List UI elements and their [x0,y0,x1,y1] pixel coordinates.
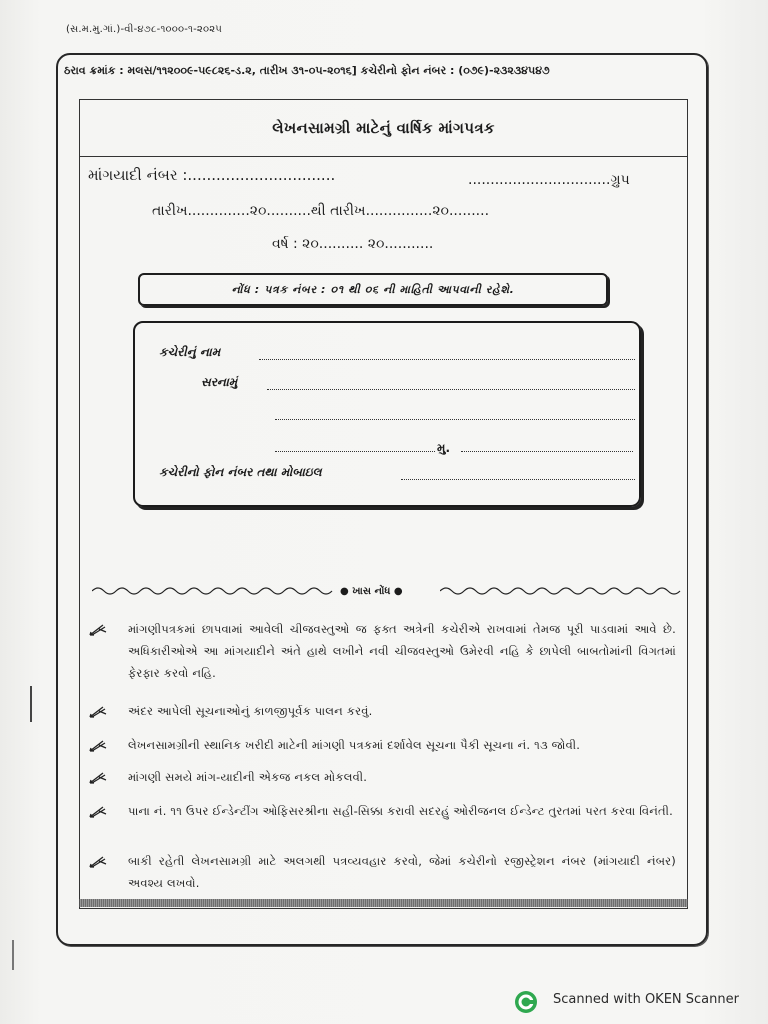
office-name-line [259,359,635,360]
scan-artifact [30,686,32,722]
pen-icon [88,623,108,637]
address-line-1 [267,389,635,390]
pen-icon [88,739,108,753]
address-line-2 [275,419,635,420]
post-office-label: મુ. [437,441,451,455]
list-item-text: માંગણી સમયે માંગ-યાદીની એકજ નકલ મોકલવી. [128,770,368,784]
pen-icon [88,705,108,719]
page-title: લેખનસામગ્રી માટેનું વાર્ષિક માંગપત્રક [272,118,495,137]
list-item-text: અંદર આપેલી સૂચનાઓનું કાળજીપૂર્વક પાલન કરવું. [128,704,373,718]
list-item-text: બાકી રહેતી લેખનસામગ્રી માટે અલગથી પત્રવ્યવહાર કરવો, જેમાં કચેરીનો રજીસ્ટ્રેશન નંબર (માંગયાદી નંબર) અવશ્ય લખવો. [128,854,676,890]
pen-icon [88,855,108,869]
office-name-label: કચેરીનું નામ [159,345,221,359]
special-note-heading: ● ખાસ નોંધ ● [340,586,403,597]
indent-number-field: માંગયાદી નંબર :............................... [88,166,336,184]
pen-icon [88,805,108,819]
date-range-field: તારીખ..............૨૦..........થી તારીખ...............૨૦......... [152,203,490,219]
post-office-line [461,451,633,452]
phone-label: કચેરીનો ફોન નંબર તથા મોબાઇલ [159,465,322,479]
address-line-3 [275,451,435,452]
print-code: (સ.મ.મુ.ગાં.)-વી-૪૭૮-૧૦૦૦-૧-૨૦૨૫ [66,24,223,35]
title-box [79,99,688,157]
list-item-text: લેખનસામગ્રીની સ્થાનિક ખરીદી માટેની માંગણી પત્રકમાં દર્શાવેલ સૂચના પૈકી સૂચના નં. ૧૩ જોવી. [128,738,581,752]
office-details-box [133,321,641,507]
wavy-divider-right [440,583,686,599]
scanner-logo-icon [514,990,538,1014]
list-item-text: માંગણીપત્રકમાં છાપવામાં આવેલી ચીજવસ્તુઓ જ ફક્ત અત્રેની કચેરીએ રાખવામાં તેમજ પૂરી પાડવામાં આવે છે. અધિકારીઓએ આ માંગયાદીને અંતે હાથે લખીને નવી ચીજવસ્તુઓ ઉમેરવી નહિ કે છાપેલી બાબતોમાંની વિગતમાં ફેરફાર કરવો નહિ. [128,622,676,680]
list-item-text: પાના નં. ૧૧ ઉપર ઈન્ડેન્ટીંગ ઓફિસરશ્રીના સહી-સિક્કા કરાવી સદરહું ઓરીજનલ ઈન્ડેન્ટ તુરતમાં પરત કરવા વિનંતી. [128,804,673,818]
note-box [138,273,608,306]
pen-icon [88,771,108,785]
wavy-divider-left [92,583,336,599]
bottom-rule [79,899,688,907]
phone-line [401,479,635,480]
resolution-line: ઠરાવ ક્રમાંક : મલસ/૧૧૨૦૦૯-૫૯૮૨૬-ડ.૨, તારીખ ૩૧-૦૫-૨૦૧૬] કચેરીનો ફોન નંબર : (૦૭૯)-૨૩૨૩૪૫૪૭ [64,64,550,77]
scanner-watermark: Scanned with OKEN Scanner [553,992,739,1007]
address-label: સરનામું [201,375,238,389]
year-field: વર્ષ : ૨૦.......... ૨૦........... [272,236,434,252]
group-field: ................................ગ્રુપ [468,172,630,188]
note-text: નોંધ : પત્રક નંબર : ૦૧ થી ૦૬ ની માહિતી આપવાની રહેશે. [231,282,515,296]
scan-artifact [12,940,14,970]
